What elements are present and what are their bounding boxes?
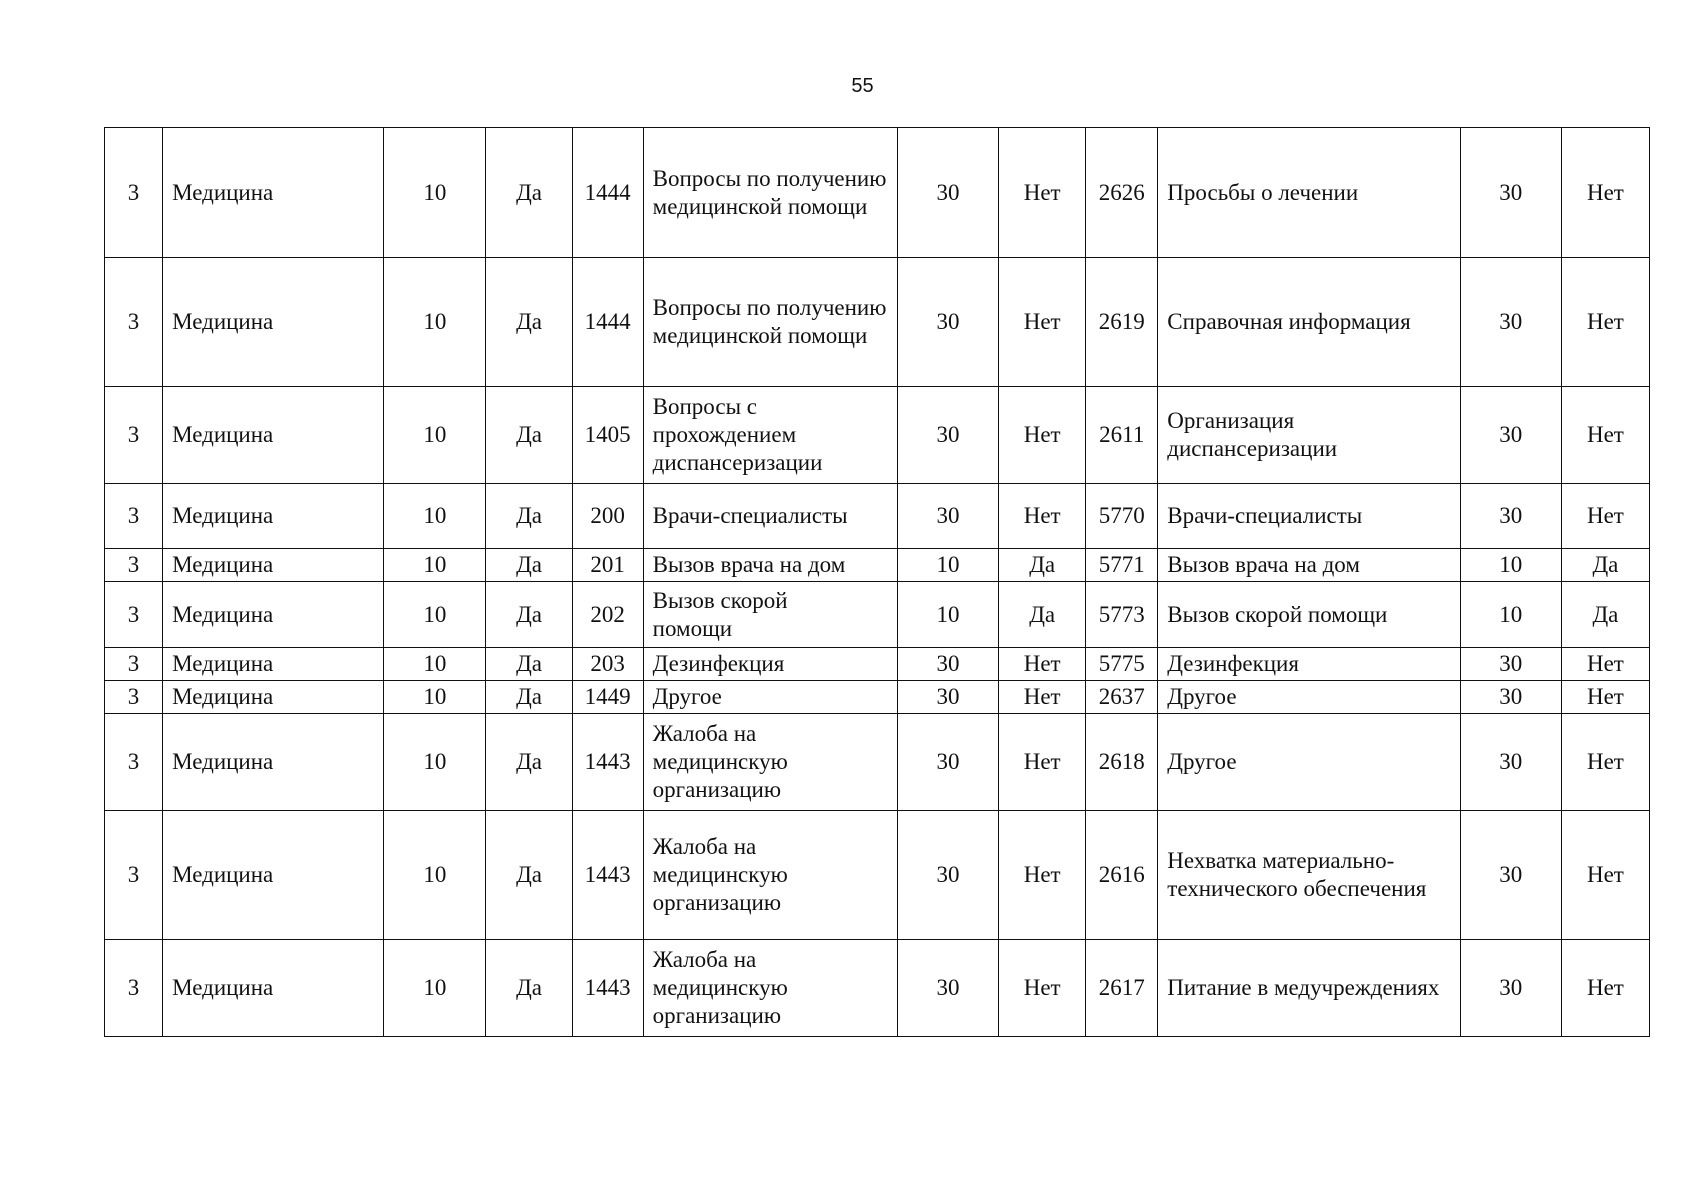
subtopic-cell: Нехватка материально-технического обеспечения [1158,811,1460,940]
flag-cell: Нет [1561,648,1649,681]
flag-cell: Нет [999,258,1086,387]
flag-cell: Да [486,549,572,582]
flag-cell: Нет [999,811,1086,940]
code-cell: 2637 [1086,681,1158,714]
subtopic-cell: Вызов врача на дом [1158,549,1460,582]
topic-cell: Жалоба на медицинскую организацию [643,811,897,940]
flag-cell: Нет [1561,258,1649,387]
days-cell: 10 [384,484,486,549]
category-cell: Медицина [163,681,384,714]
category-cell: Медицина [163,811,384,940]
flag-cell: Нет [999,940,1086,1037]
code-cell: 2626 [1086,128,1158,258]
classification-table [104,127,1650,1037]
flag-cell: Нет [1561,484,1649,549]
level-cell: 3 [105,681,163,714]
subtopic-cell: Организация диспансеризации [1158,387,1460,484]
code-cell: 5775 [1086,648,1158,681]
days-cell: 10 [384,128,486,258]
code-cell: 5771 [1086,549,1158,582]
code-cell: 202 [572,582,643,648]
code-cell: 1443 [572,811,643,940]
flag-cell: Нет [999,387,1086,484]
table-row [105,258,1650,387]
flag-cell: Да [486,681,572,714]
level-cell: 3 [105,714,163,811]
subtopic-cell: Справочная информация [1158,258,1460,387]
level-cell: 3 [105,811,163,940]
flag-cell: Нет [1561,387,1649,484]
code-cell: 5773 [1086,582,1158,648]
days-cell: 30 [1460,940,1561,1037]
code-cell: 2617 [1086,940,1158,1037]
category-cell: Медицина [163,484,384,549]
flag-cell: Нет [999,681,1086,714]
days-cell: 30 [897,714,998,811]
days-cell: 30 [1460,681,1561,714]
subtopic-cell: Вызов скорой помощи [1158,582,1460,648]
level-cell: 3 [105,940,163,1037]
level-cell: 3 [105,484,163,549]
code-cell: 1444 [572,258,643,387]
flag-cell: Нет [1561,128,1649,258]
subtopic-cell: Просьбы о лечении [1158,128,1460,258]
flag-cell: Да [486,582,572,648]
code-cell: 2611 [1086,387,1158,484]
table-row [105,714,1650,811]
table-row [105,128,1650,258]
code-cell: 1443 [572,714,643,811]
category-cell: Медицина [163,648,384,681]
table-row [105,484,1650,549]
flag-cell: Да [486,128,572,258]
topic-cell: Вопросы по получению медицинской помощи [643,128,897,258]
category-cell: Медицина [163,128,384,258]
table-row [105,648,1650,681]
days-cell: 10 [384,940,486,1037]
days-cell: 10 [384,582,486,648]
days-cell: 10 [897,582,998,648]
flag-cell: Да [999,582,1086,648]
topic-cell: Вызов скорой помощи [643,582,897,648]
level-cell: 3 [105,128,163,258]
days-cell: 10 [384,681,486,714]
flag-cell: Да [1561,582,1649,648]
category-cell: Медицина [163,714,384,811]
flag-cell: Нет [999,648,1086,681]
code-cell: 1405 [572,387,643,484]
flag-cell: Нет [1561,681,1649,714]
page-number: 55 [851,75,874,97]
topic-cell: Вопросы с прохождением диспансеризации [643,387,897,484]
code-cell: 2619 [1086,258,1158,387]
days-cell: 30 [897,387,998,484]
flag-cell: Нет [1561,714,1649,811]
table-row [105,387,1650,484]
days-cell: 30 [897,648,998,681]
flag-cell: Да [486,648,572,681]
days-cell: 10 [897,549,998,582]
flag-cell: Нет [999,714,1086,811]
days-cell: 30 [897,940,998,1037]
days-cell: 30 [897,681,998,714]
days-cell: 10 [1460,582,1561,648]
days-cell: 30 [1460,387,1561,484]
days-cell: 30 [1460,258,1561,387]
days-cell: 30 [1460,648,1561,681]
table-body [105,128,1650,1037]
level-cell: 3 [105,648,163,681]
days-cell: 10 [384,258,486,387]
category-cell: Медицина [163,258,384,387]
level-cell: 3 [105,387,163,484]
category-cell: Медицина [163,940,384,1037]
days-cell: 10 [384,648,486,681]
flag-cell: Нет [1561,811,1649,940]
code-cell: 203 [572,648,643,681]
topic-cell: Жалоба на медицинскую организацию [643,714,897,811]
table-row [105,549,1650,582]
days-cell: 30 [897,128,998,258]
topic-cell: Дезинфекция [643,648,897,681]
days-cell: 10 [384,387,486,484]
code-cell: 1443 [572,940,643,1037]
topic-cell: Другое [643,681,897,714]
subtopic-cell: Дезинфекция [1158,648,1460,681]
subtopic-cell: Другое [1158,681,1460,714]
days-cell: 30 [1460,128,1561,258]
flag-cell: Да [486,484,572,549]
days-cell: 30 [1460,714,1561,811]
code-cell: 1444 [572,128,643,258]
level-cell: 3 [105,258,163,387]
category-cell: Медицина [163,549,384,582]
days-cell: 10 [384,714,486,811]
table-row [105,681,1650,714]
code-cell: 2616 [1086,811,1158,940]
flag-cell: Да [999,549,1086,582]
code-cell: 201 [572,549,643,582]
days-cell: 30 [897,811,998,940]
flag-cell: Нет [1561,940,1649,1037]
code-cell: 200 [572,484,643,549]
table-row [105,811,1650,940]
flag-cell: Да [486,387,572,484]
topic-cell: Врачи-специалисты [643,484,897,549]
topic-cell: Жалоба на медицинскую организацию [643,940,897,1037]
code-cell: 5770 [1086,484,1158,549]
code-cell: 1449 [572,681,643,714]
flag-cell: Да [1561,549,1649,582]
days-cell: 30 [1460,811,1561,940]
flag-cell: Да [486,714,572,811]
category-cell: Медицина [163,582,384,648]
table-row [105,582,1650,648]
subtopic-cell: Питание в медучреждениях [1158,940,1460,1037]
flag-cell: Да [486,258,572,387]
days-cell: 10 [384,811,486,940]
level-cell: 3 [105,582,163,648]
flag-cell: Нет [999,128,1086,258]
topic-cell: Вопросы по получению медицинской помощи [643,258,897,387]
subtopic-cell: Врачи-специалисты [1158,484,1460,549]
days-cell: 30 [1460,484,1561,549]
topic-cell: Вызов врача на дом [643,549,897,582]
days-cell: 30 [897,484,998,549]
level-cell: 3 [105,549,163,582]
flag-cell: Да [486,811,572,940]
flag-cell: Да [486,940,572,1037]
flag-cell: Нет [999,484,1086,549]
category-cell: Медицина [163,387,384,484]
code-cell: 2618 [1086,714,1158,811]
subtopic-cell: Другое [1158,714,1460,811]
days-cell: 30 [897,258,998,387]
days-cell: 10 [384,549,486,582]
days-cell: 10 [1460,549,1561,582]
table-row [105,940,1650,1037]
